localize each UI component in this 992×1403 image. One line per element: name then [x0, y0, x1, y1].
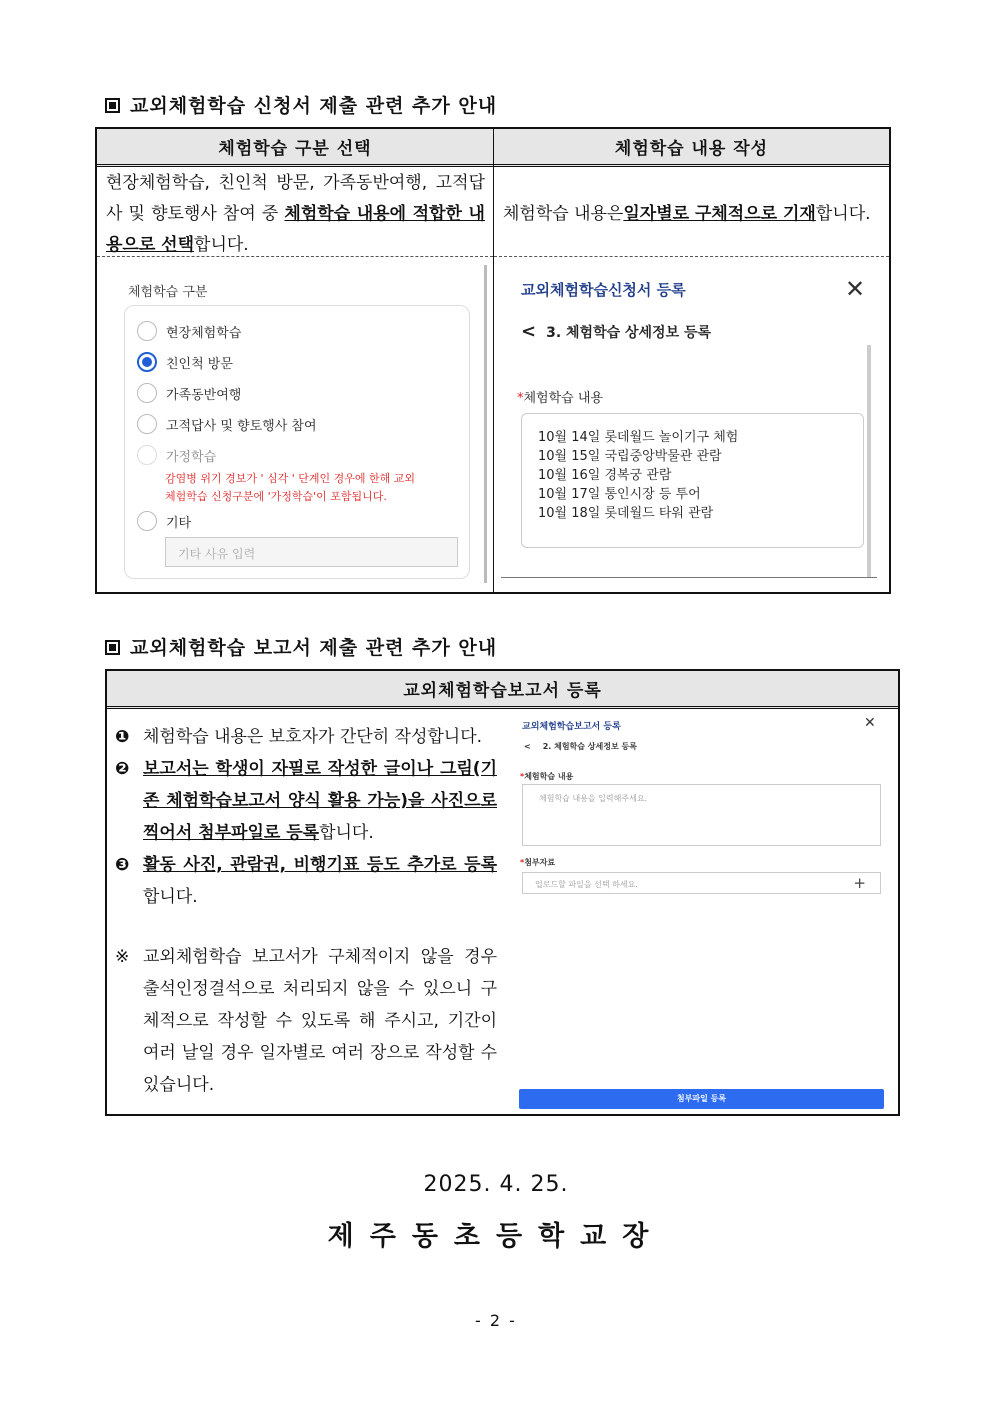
report-screenshot: [512, 711, 898, 1115]
step-back[interactable]: < 2. 체험학습 상세정보 등록: [524, 742, 637, 751]
attachment-label: *첨부자료: [520, 858, 556, 867]
document-date: 2025. 4. 25.: [423, 1172, 569, 1197]
content-screenshot: [495, 259, 889, 593]
content-entry: 10월 16일 경복궁 관람: [538, 468, 672, 483]
col-header-category: 체험학습 구분 선택: [97, 129, 493, 167]
step-back[interactable]: < 3. 체험학습 상세정보 등록: [521, 321, 712, 342]
content-description: 체험학습 내용은 일자별로 구체적으로 기재 합니다.: [494, 167, 889, 257]
other-reason-input[interactable]: 기타 사유 입력: [165, 537, 458, 567]
report-instructions: [115, 721, 497, 1101]
radio-icon[interactable]: [137, 383, 157, 403]
attach-file-button[interactable]: 첨부파일 등록: [519, 1089, 884, 1109]
category-label: 체험학습 구분: [128, 285, 208, 300]
section2-title: 교외체험학습 보고서 제출 관련 추가 안내: [105, 633, 497, 660]
square-marker-icon: [105, 640, 120, 655]
home-learning-warning: 감염병 위기 경보가 ' 심각 ' 단계인 경우에 한해 교외 체험학습 신청구분에 '가정학습'이 포함됩니다.: [165, 472, 416, 503]
content-field-label: *체험학습 내용: [517, 391, 603, 406]
radio-icon[interactable]: [137, 414, 157, 434]
content-entry: 10월 18일 롯데월드 타워 관람: [538, 506, 714, 521]
section1-title: 교외체험학습 신청서 제출 관련 추가 안내: [105, 91, 497, 118]
col-header-content: 체험학습 내용 작성: [494, 129, 889, 167]
radio-icon[interactable]: [137, 321, 157, 341]
content-textarea[interactable]: [521, 413, 864, 548]
scrollbar[interactable]: [867, 345, 871, 577]
option-historic-site[interactable]: 고적답사 및 향토행사 참여: [137, 414, 317, 434]
plus-icon[interactable]: +: [853, 874, 866, 892]
content-entry: 10월 15일 국립중앙박물관 관람: [538, 449, 722, 464]
report-form-title: 교외체험학습보고서 등록: [522, 722, 621, 732]
option-field-trip[interactable]: 현장체험학습: [137, 321, 241, 341]
option-other[interactable]: 기타: [137, 511, 191, 531]
page-number: - 2 -: [475, 1311, 517, 1330]
close-icon[interactable]: ✕: [845, 275, 866, 303]
radio-selected-icon[interactable]: [137, 352, 157, 372]
category-content-table: [95, 127, 891, 594]
category-description: 현장체험학습, 친인척 방문, 가족동반여행, 고적답사 및 향토행사 참여 중 체험학습 내용에 적합한 내용으로 선택합니다.: [97, 167, 493, 257]
report-header: 교외체험학습보고서 등록: [107, 671, 898, 709]
option-home-learning: 가정학습: [137, 445, 216, 465]
instruction-item: ❷ 보고서는 학생이 자필로 작성한 글이나 그림(기존 체험학습보고서 양식 활용 가능)을 사진으로 찍어서 첨부파일로 등록합니다.: [115, 759, 497, 843]
instruction-item: ❸ 활동 사진, 관람권, 비행기표 등도 추가로 등록합니다.: [115, 855, 497, 907]
report-content-label: *체험학습 내용: [520, 772, 574, 781]
application-form-title: 교외체험학습신청서 등록: [521, 281, 686, 299]
option-relatives-visit[interactable]: 친인척 방문: [137, 352, 233, 372]
instruction-item: ❶ 체험학습 내용은 보호자가 간단히 작성합니다.: [115, 727, 483, 747]
scrollbar[interactable]: [484, 265, 487, 583]
radio-disabled-icon: [137, 445, 157, 465]
chevron-left-icon[interactable]: <: [521, 321, 537, 342]
report-content-textarea[interactable]: 체험학습 내용을 입력해주세요.: [522, 784, 881, 846]
category-screenshot: [98, 259, 492, 593]
attachment-input[interactable]: 업로드할 파일을 선택 하세요. +: [522, 872, 881, 894]
radio-icon[interactable]: [137, 511, 157, 531]
content-entry: 10월 14일 롯데월드 놀이기구 체험: [538, 430, 739, 445]
chevron-left-icon[interactable]: <: [524, 742, 531, 751]
option-family-trip[interactable]: 가족동반여행: [137, 383, 241, 403]
close-icon[interactable]: ✕: [864, 715, 876, 731]
report-table: [105, 669, 900, 1116]
school-principal: 제주동초등학교장: [327, 1221, 665, 1252]
content-entry: 10월 17일 통인시장 등 투어: [538, 487, 701, 502]
report-note: ※ 교외체험학습 보고서가 구체적이지 않을 경우 출석인정결석으로 처리되지 않을 수 있으니 구체적으로 작성할 수 있도록 해 주시고, 기간이 여러 날일 경우 일자별로 여러 장으로 작성할 수 있습니다.: [115, 947, 497, 1095]
square-marker-icon: [105, 98, 120, 113]
category-options-card: [124, 305, 470, 579]
